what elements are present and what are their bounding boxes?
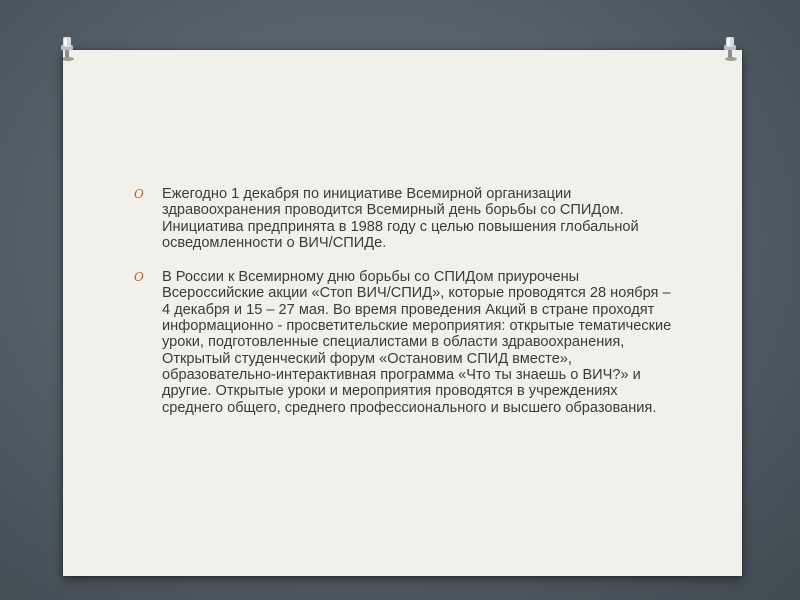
bullet-marker-icon: O — [134, 270, 144, 285]
pushpin-icon — [56, 36, 78, 62]
bullet-text: Ежегодно 1 декабря по инициативе Всемирной организации здравоохранения проводится Всемирный день борьбы со СПИДом. Инициатива предпринята в 1988 году с целью повышения глобальной осведомленности о ВИЧ/СПИДе. — [162, 186, 639, 251]
bullet-text: В России к Всемирному дню борьбы со СПИДом приурочены Всероссийские акции «Стоп ВИЧ/СПИД», которые проводятся 28 ноября – 4 декабря и 15 – 27 мая. Во время проведения Акций в стране проходят информационно - просветительские мероприятия: открытые тематические уроки, подготовленные специалистами в области здравоохранения, Открытый студенческий форум «Остановим СПИД вместе», образовательно-интерактивная программа «Что ты знаешь о ВИЧ?» и другие. Открытые уроки и мероприятия проводятся в учреждениях среднего общего, среднего профессионального и высшего образования. — [162, 269, 672, 416]
bullet-marker-icon: O — [134, 187, 144, 201]
bullet-item — [134, 269, 674, 416]
bullet-item — [134, 186, 674, 251]
slide-content — [134, 186, 674, 434]
pushpin-icon — [719, 36, 741, 62]
